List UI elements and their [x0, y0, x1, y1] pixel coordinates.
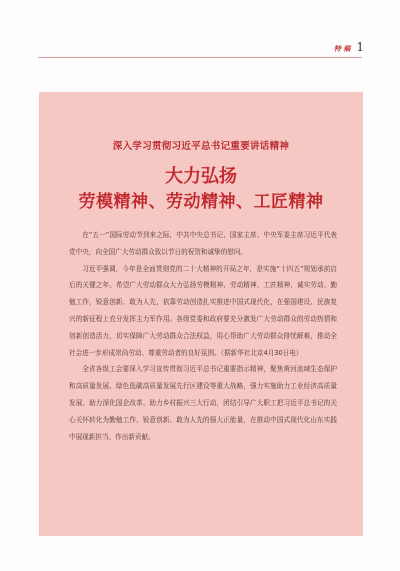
article-title-line1: 大力弘扬: [165, 166, 237, 187]
page-header: [334, 40, 364, 54]
article-panel: [39, 92, 363, 536]
article-paragraph-2: 习近平强调，今年是全面贯彻党的二十大精神的开局之年，是实施“十四五”规划承前启后的关键之年。希望广大劳动群众大力弘扬劳模精神、劳动精神、工匠精神，诚实劳动、勤勉工作，锐意创新、敢为人先，依靠劳动创造扎实推进中国式现代化，在强国建设、民族复兴的新征程上充分发挥主力军作用。各级党委和政府要充分激发广大劳动群众的劳动热情和创新创造活力，切实保障广大劳动群众合法权益，用心帮助广大劳动群众排忧解难，推动全社会进一步形成崇尚劳动、尊重劳动者的良好氛围。（据新华社北京4月30日电）: [69, 264, 337, 357]
article-kicker: 深入学习贯彻习近平总书记重要讲话精神: [112, 141, 290, 152]
article-paragraph-1: 在“五一”国际劳动节到来之际，中共中央总书记、国家主席、中央军委主席习近平代表党中央，向全国广大劳动群众致以节日的祝贺和诚挚的慰问。: [69, 231, 337, 256]
article-title-line2: 劳模精神、劳动精神、工匠精神: [78, 192, 324, 212]
section-label: 特 稿: [333, 44, 351, 53]
header-divider: [38, 57, 362, 58]
article-paragraph-3: 全省各级工会要深入学习宣传贯彻习近平总书记重要指示精神，聚焦黄河流域生态保护和高质量发展、绿色低碳高质量发展先行区建设等重大战略，强力实施助力工业经济高质量发展、助力深化国企改革、助力乡村振兴三大行动，团结引导广大职工把习近平总书记的关心关怀转化为勤勉工作、锐意创新、敢为人先的强大正能量，在推动中国式现代化山东实践中展现新担当、作出新贡献。: [69, 365, 337, 441]
article-body: [69, 227, 337, 445]
page-number: 1: [356, 40, 364, 54]
